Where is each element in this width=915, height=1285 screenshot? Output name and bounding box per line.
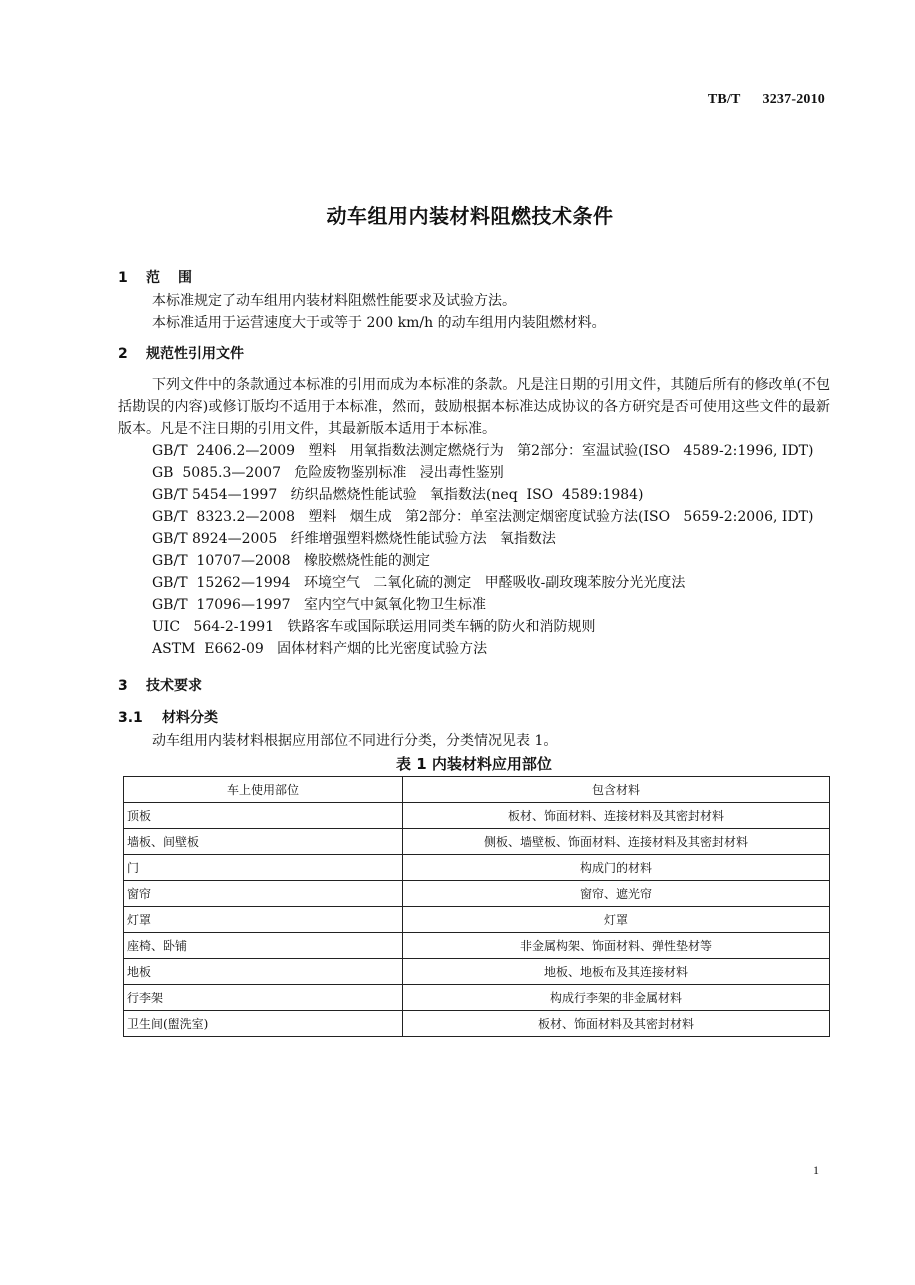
- table-cell-materials: 板材、饰面材料及其密封材料: [403, 1011, 830, 1037]
- reference-item: GB/T 2406.2—2009 塑料 用氧指数法测定燃烧行为 第2部分：室温试验(ISO 4589-2:1996, IDT): [152, 443, 814, 459]
- section-title: 范围: [146, 270, 210, 286]
- table-cell-location: 行李架: [124, 985, 403, 1011]
- table-cell-location: 座椅、卧铺: [124, 933, 403, 959]
- standard-number: 3237-2010: [762, 92, 825, 107]
- reference-item: GB/T 17096—1997 室内空气中氮氧化物卫生标准: [152, 597, 486, 613]
- scope-paragraph: 本标准适用于运营速度大于或等于 200 km/h 的动车组用内装阻燃材料。: [152, 315, 606, 331]
- document-body: [118, 266, 830, 1037]
- section-heading-scope: [118, 266, 830, 290]
- page-number: 1: [813, 1163, 819, 1177]
- table-cell-materials: 非金属构架、饰面材料、弹性垫材等: [403, 933, 830, 959]
- reference-item: UIC 564-2-1991 铁路客车或国际联运用同类车辆的防火和消防规则: [152, 619, 596, 635]
- subsection-title: 材料分类: [162, 710, 218, 726]
- table-cell-materials: 窗帘、遮光帘: [403, 881, 830, 907]
- table-row: [124, 1011, 830, 1037]
- section-title: 规范性引用文件: [146, 346, 244, 362]
- classification-paragraph: 动车组用内装材料根据应用部位不同进行分类，分类情况见表 1。: [152, 733, 558, 749]
- reference-item: GB/T 15262—1994 环境空气 二氧化硫的测定 甲醛吸收-副玫瑰苯胺分光光度法: [152, 575, 686, 591]
- subsection-heading-classification: [118, 706, 830, 730]
- section-title: 技术要求: [146, 678, 202, 694]
- table-cell-location: 灯罩: [124, 907, 403, 933]
- section-number: 3: [118, 678, 128, 694]
- reference-item: GB/T 8924—2005 纤维增强塑料燃烧性能试验方法 氧指数法: [152, 531, 556, 547]
- table-cell-location: 窗帘: [124, 881, 403, 907]
- table-cell-materials: 地板、地板布及其连接材料: [403, 959, 830, 985]
- section-heading-normative: [118, 342, 830, 366]
- table-cell-materials: 板材、饰面材料、连接材料及其密封材料: [403, 803, 830, 829]
- document-title: 动车组用内装材料阻燃技术条件: [326, 204, 614, 228]
- table-header-row: [124, 777, 830, 803]
- table-cell-location: 门: [124, 855, 403, 881]
- reference-item: GB/T 10707—2008 橡胶燃烧性能的测定: [152, 553, 430, 569]
- table-row: [124, 881, 830, 907]
- table-cell-materials: 构成行李架的非金属材料: [403, 985, 830, 1011]
- reference-item: GB 5085.3—2007 危险废物鉴别标准 浸出毒性鉴别: [152, 465, 504, 481]
- table-row: [124, 907, 830, 933]
- table-cell-location: 地板: [124, 959, 403, 985]
- table-cell-materials: 侧板、墙壁板、饰面材料、连接材料及其密封材料: [403, 829, 830, 855]
- column-header: 车上使用部位: [124, 777, 403, 803]
- application-table: [123, 776, 830, 1037]
- table-row: [124, 803, 830, 829]
- subsection-number: 3.1: [118, 710, 143, 726]
- table-row: [124, 959, 830, 985]
- table-row: [124, 855, 830, 881]
- table-row: [124, 829, 830, 855]
- table-cell-materials: 灯罩: [403, 907, 830, 933]
- reference-item: GB/T 5454—1997 纺织品燃烧性能试验 氧指数法(neq ISO 4589:1984): [152, 487, 644, 503]
- section-number: 2: [118, 346, 128, 362]
- standard-code: [708, 92, 825, 108]
- scope-paragraph: 本标准规定了动车组用内装材料阻燃性能要求及试验方法。: [152, 293, 516, 309]
- section-heading-tech: [118, 674, 830, 698]
- reference-item: GB/T 8323.2—2008 塑料 烟生成 第2部分：单室法测定烟密度试验方法(ISO 5659-2:2006, IDT): [152, 509, 814, 525]
- normative-intro: 下列文件中的条款通过本标准的引用而成为本标准的条款。凡是注日期的引用文件，其随后所有的修改单(不包括勘误的内容)或修订版均不适用于本标准，然而，鼓励根据本标准达成协议的各方研究是否可使用这些文件的最新版本。凡是不注日期的引用文件，其最新版本适用于本标准。: [118, 377, 830, 437]
- table-cell-materials: 构成门的材料: [403, 855, 830, 881]
- table-cell-location: 墙板、间壁板: [124, 829, 403, 855]
- standard-prefix: TB/T: [707, 92, 741, 107]
- table-cell-location: 顶板: [124, 803, 403, 829]
- table-cell-location: 卫生间(盥洗室): [124, 1011, 403, 1037]
- table-row: [124, 933, 830, 959]
- column-header: 包含材料: [403, 777, 830, 803]
- reference-item: ASTM E662-09 固体材料产烟的比光密度试验方法: [152, 641, 488, 657]
- table-caption: 表 1 内装材料应用部位: [396, 755, 552, 773]
- table-row: [124, 985, 830, 1011]
- section-number: 1: [118, 270, 128, 286]
